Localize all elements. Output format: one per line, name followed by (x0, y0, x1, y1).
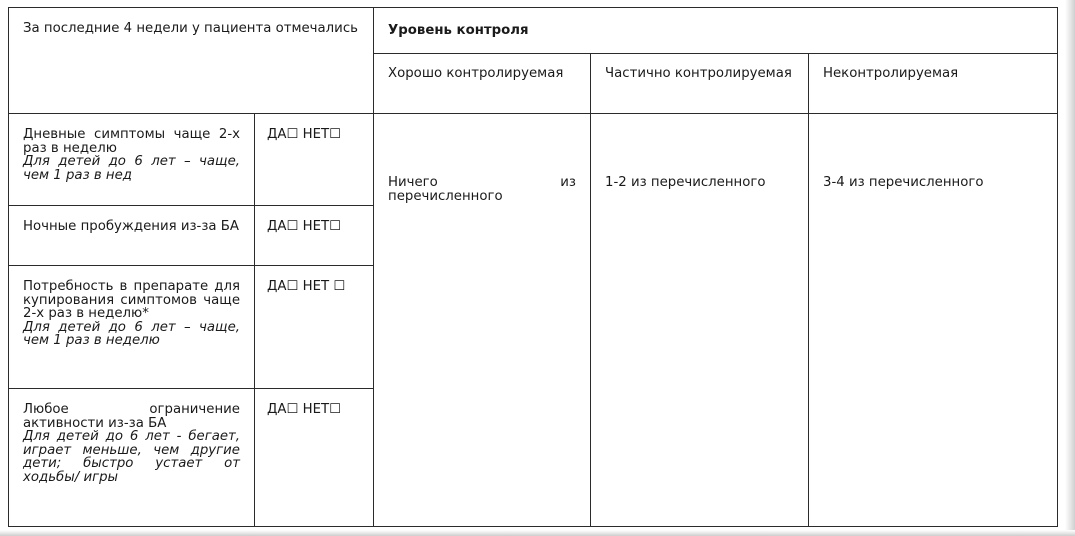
summary-uncontrolled (809, 114, 1058, 527)
symptom-cell-reliever (9, 266, 255, 389)
summary-partly-controlled (591, 114, 809, 527)
level-uncontrolled-label: Неконтролируемая (823, 66, 959, 81)
header-symptoms-period (9, 8, 374, 114)
level-partly-controlled-label: Частично контролируемая (605, 66, 792, 81)
yes-no-checkbox-night[interactable]: ДА☐ НЕТ☐ (267, 219, 342, 234)
answer-cell-activity (255, 389, 374, 527)
summary-well-word3: перечисленного (388, 188, 503, 204)
level-uncontrolled (809, 54, 1058, 114)
symptom-daytime-text: Дневные симптомы чаще 2-х раз в неделю (23, 127, 240, 156)
answer-cell-night (255, 206, 374, 266)
answer-cell-daytime (255, 114, 374, 206)
summary-uncontrolled-text: 3-4 из перечисленного (823, 175, 984, 190)
summary-well-word2: из (560, 175, 576, 190)
symptom-cell-night (9, 206, 255, 266)
symptom-daytime-child-note: Для детей до 6 лет – чаще, чем 1 раз в нед (23, 154, 240, 183)
symptom-night-text: Ночные пробуждения из-за БА (23, 219, 240, 234)
summary-well-controlled-line (388, 176, 576, 190)
yes-no-checkbox-activity[interactable]: ДА☐ НЕТ☐ (267, 402, 342, 417)
symptom-activity-child-note: Для детей до 6 лет - бегает, играет меньше, чем другие дети; быстро устает от ходьбы/ игры (23, 429, 240, 485)
summary-partly-text: 1-2 из перечисленного (605, 175, 766, 190)
answer-cell-reliever (255, 266, 374, 389)
page-bottom-edge-shadow (0, 530, 1075, 536)
summary-well-controlled (374, 114, 591, 527)
yes-no-checkbox-reliever[interactable]: ДА☐ НЕТ ☐ (267, 279, 346, 294)
header-symptoms-text: За последние 4 недели у пациента отмечались (23, 21, 358, 36)
symptom-cell-activity (9, 389, 255, 527)
page-right-edge-shadow (1065, 0, 1075, 536)
level-well-controlled (374, 54, 591, 114)
header-control-level (374, 8, 1058, 54)
level-partly-controlled (591, 54, 809, 114)
symptom-cell-daytime (9, 114, 255, 206)
symptom-activity-text: Любое ограничение активности из-за БА (23, 402, 240, 431)
control-level-title: Уровень контроля (388, 23, 529, 38)
yes-no-checkbox-daytime[interactable]: ДА☐ НЕТ☐ (267, 127, 342, 142)
level-well-controlled-label: Хорошо контролируемая (388, 66, 564, 81)
asthma-control-table (8, 7, 1058, 527)
summary-well-word1: Ничего (388, 175, 438, 190)
symptom-reliever-child-note: Для детей до 6 лет – чаще, чем 1 раз в неделю (23, 319, 240, 348)
symptom-reliever-text: Потребность в препарате для купирования симптомов чаще 2-х раз в неделю* (23, 279, 240, 321)
